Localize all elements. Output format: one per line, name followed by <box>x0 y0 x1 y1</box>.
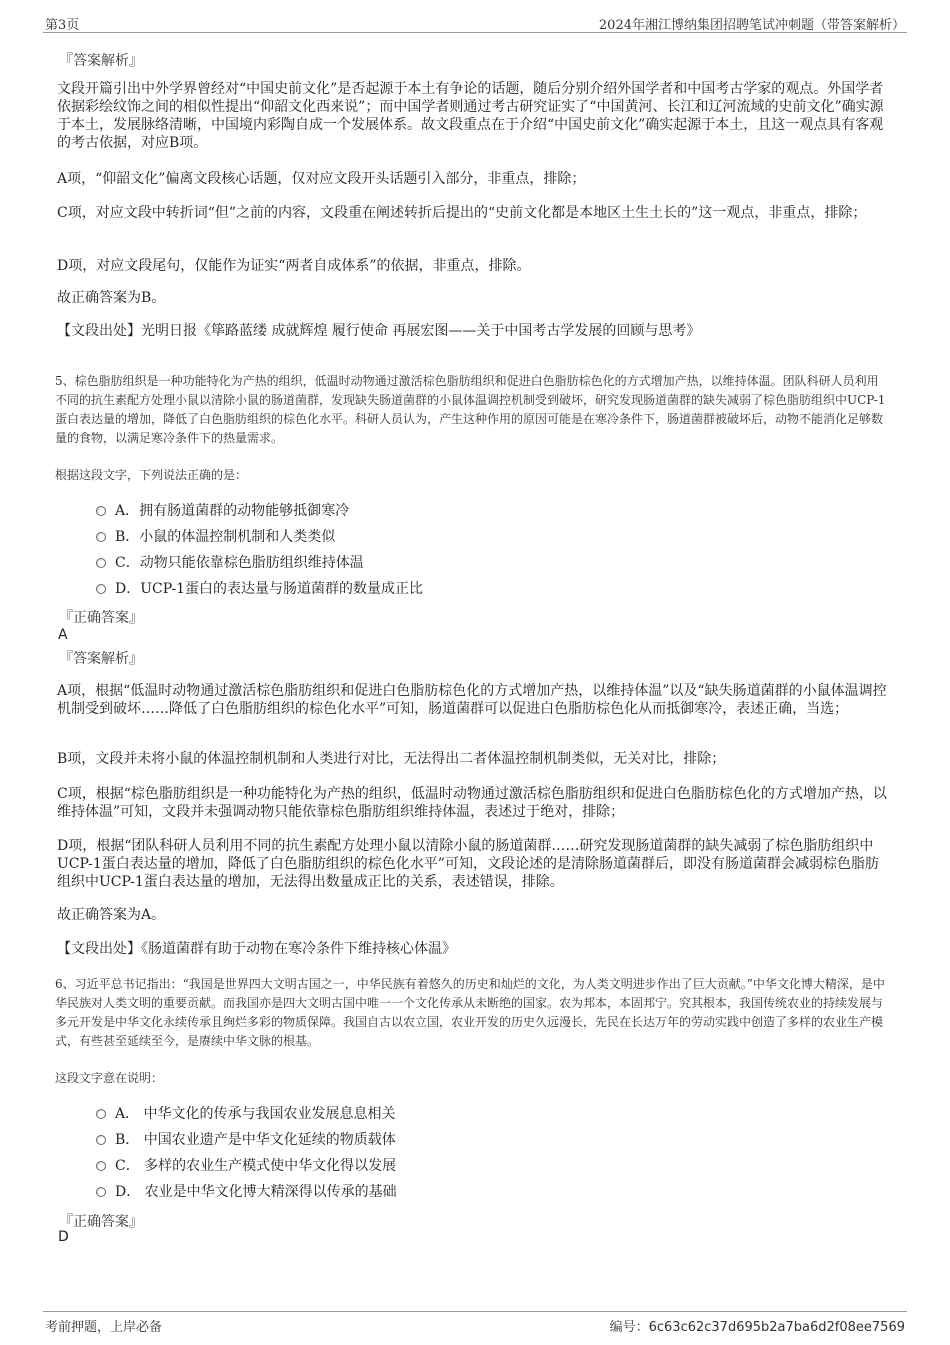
page-number: 第3页 <box>45 18 80 33</box>
q5-explain-option-b: B项，文段并未将小鼠的体温控制机制和人类进行对比，无法得出二者体温控制机制类似，无关对比，排除； <box>57 751 726 767</box>
q5-option-b[interactable] <box>96 528 335 546</box>
radio-icon[interactable] <box>96 532 106 542</box>
radio-icon[interactable] <box>96 1187 106 1197</box>
q5-answer: A <box>58 627 68 643</box>
q5-option-d-label: D．UCP-1蛋白的表达量与肠道菌群的数量成正比 <box>115 581 424 597</box>
document-code <box>610 1316 905 1335</box>
q5-option-b-label: B．小鼠的体温控制机制和人类类似 <box>115 529 336 545</box>
q5-explain-label: 『答案解析』 <box>59 651 143 667</box>
q6-option-b-label: B． 中国农业遗产是中华文化延续的物质载体 <box>115 1132 396 1148</box>
q6-option-a[interactable] <box>96 1105 396 1123</box>
q4-explain-main: 文段开篇引出中外学界曾经对“中国史前文化”是否起源于本土有争论的话题，随后分别介绍外国学者和中国考古学家的观点。外国学者依据彩绘纹饰之间的相似性提出“仰韶文化西来说”；而中国学者则通过考古研究证实了“中国黄河、长江和辽河流域的史前文化”确实源于本土，发展脉络清晰，中国境内彩陶自成一个发展体系。故文段重点在于介绍“中国史前文化”确实起源于本土，且这一观点具有客观的考古依据，对应B项。 <box>57 81 884 151</box>
code-label: 编号： <box>609 1320 649 1335</box>
q6-answer-label: 『正确答案』 <box>59 1214 143 1230</box>
q6-prompt: 这段文字意在说明： <box>55 1071 164 1085</box>
q5-option-d[interactable] <box>96 580 423 598</box>
q5-option-a[interactable] <box>96 502 349 520</box>
q5-explain-option-d: D项，根据“团队科研人员利用不同的抗生素配方处理小鼠以清除小鼠的肠道菌群……研究发现肠道菌群的缺失减弱了棕色脂肪组织中UCP-1蛋白表达量的增加，降低了白色脂肪组织的棕色化水平”可知，文段论述的是清除肠道菌群后，即没有肠道菌群会减弱棕色脂肪组织中UCP-1蛋白表达量的增加，无法得出数量成正比的关系，表述错误，排除。 <box>57 838 879 890</box>
q4-conclusion: 故正确答案为B。 <box>57 290 166 306</box>
q4-explain-option-a: A项，“仰韶文化”偏离文段核心话题，仅对应文段开头话题引入部分，非重点，排除； <box>57 171 586 187</box>
radio-icon[interactable] <box>96 1109 106 1119</box>
radio-icon[interactable] <box>96 1161 106 1171</box>
q5-answer-label: 『正确答案』 <box>59 610 143 626</box>
q4-explain-option-d: D项，对应文段尾句，仅能作为证实“两者自成体系”的依据，非重点，排除。 <box>57 258 531 274</box>
q5-option-a-label: A．拥有肠道菌群的动物能够抵御寒冷 <box>115 503 350 519</box>
radio-icon[interactable] <box>96 584 106 594</box>
radio-icon[interactable] <box>96 558 106 568</box>
q6-option-a-label: A． 中华文化的传承与我国农业发展息息相关 <box>115 1106 396 1122</box>
radio-icon[interactable] <box>96 506 106 516</box>
q6-stem: 6、习近平总书记指出：“我国是世界四大文明古国之一，中华民族有着悠久的历史和灿烂的文化，为人类文明进步作出了巨大贡献。”中华文化博大精深，是中华民族对人类文明的重要贡献。而我国亦是四大文明古国中唯一一个文化传承从未断绝的国家。农为邦本，本固邦宁。究其根本，我国传统农业的持续发展与多元开发是中华文化永续传承且绚烂多彩的物质保障。我国自古以农立国，农业开发的历史久远漫长，先民在长达万年的劳动实践中创造了多样的农业生产模式，有些甚至延续至今，是赓续中华文脉的根基。 <box>55 977 885 1048</box>
q6-option-c[interactable] <box>96 1157 396 1175</box>
q6-option-d[interactable] <box>96 1183 397 1201</box>
q5-option-c-label: C．动物只能依靠棕色脂肪组织维持体温 <box>115 555 364 571</box>
page-header <box>43 14 907 33</box>
q5-option-c[interactable] <box>96 554 364 572</box>
q5-conclusion: 故正确答案为A。 <box>57 907 166 923</box>
q4-source: 【文段出处】光明日报《筚路蓝缕 成就辉煌 履行使命 再展宏图——关于中国考古学发展的回顾与思考》 <box>57 323 701 339</box>
q4-explain-option-c: C项，对应文段中转折词“但”之前的内容，文段重在阐述转折后提出的“史前文化都是本地区土生土长的”这一观点，非重点，排除； <box>57 205 867 221</box>
page-footer <box>43 1311 907 1335</box>
q6-option-d-label: D． 农业是中华文化博大精深得以传承的基础 <box>115 1184 397 1200</box>
q5-stem: 5、棕色脂肪组织是一种功能特化为产热的组织，低温时动物通过激活棕色脂肪组织和促进白色脂肪棕色化的方式增加产热，以维持体温。团队科研人员利用不同的抗生素配方处理小鼠以清除小鼠的肠道菌群，发现缺失肠道菌群的小鼠体温调控机制受到破坏，研究发现肠道菌群的缺失减弱了棕色脂肪组织中UCP-1蛋白表达量的增加，降低了白色脂肪组织的棕色化水平。科研人员认为，产生这种作用的原因可能是在寒冷条件下，肠道菌群被破坏后，动物不能消化足够数量的食物，以满足寒冷条件下的热量需求。 <box>55 374 886 445</box>
document-title: 2024年湘江博纳集团招聘笔试冲刺题（带答案解析） <box>598 18 905 33</box>
q4-explain-label: 『答案解析』 <box>59 53 143 69</box>
footer-slogan: 考前押题，上岸必备 <box>45 1320 163 1335</box>
q5-prompt: 根据这段文字，下列说法正确的是： <box>55 468 248 482</box>
radio-icon[interactable] <box>96 1135 106 1145</box>
q5-explain-option-a: A项，根据“低温时动物通过激活棕色脂肪组织和促进白色脂肪棕色化的方式增加产热，以维持体温”以及“缺失肠道菌群的小鼠体温调控机制受到破坏……降低了白色脂肪组织的棕色化水平”可知，肠道菌群可以促进白色脂肪棕色化从而抵御寒冷，表述正确，当选； <box>57 683 887 717</box>
q5-source: 【文段出处】《肠道菌群有助于动物在寒冷条件下维持核心体温》 <box>57 941 456 957</box>
q6-option-b[interactable] <box>96 1131 396 1149</box>
q5-explain-option-c: C项，根据“棕色脂肪组织是一种功能特化为产热的组织，低温时动物通过激活棕色脂肪组织和促进白色脂肪棕色化的方式增加产热，以维持体温”可知，文段并未强调动物只能依靠棕色脂肪组织维持体温，表述过于绝对，排除； <box>57 786 887 820</box>
q6-answer: D <box>58 1229 69 1245</box>
q6-option-c-label: C． 多样的农业生产模式使中华文化得以发展 <box>115 1158 397 1174</box>
code-value: 6c63c62c37d695b2a7ba6d2f08ee7569 <box>648 1320 905 1335</box>
